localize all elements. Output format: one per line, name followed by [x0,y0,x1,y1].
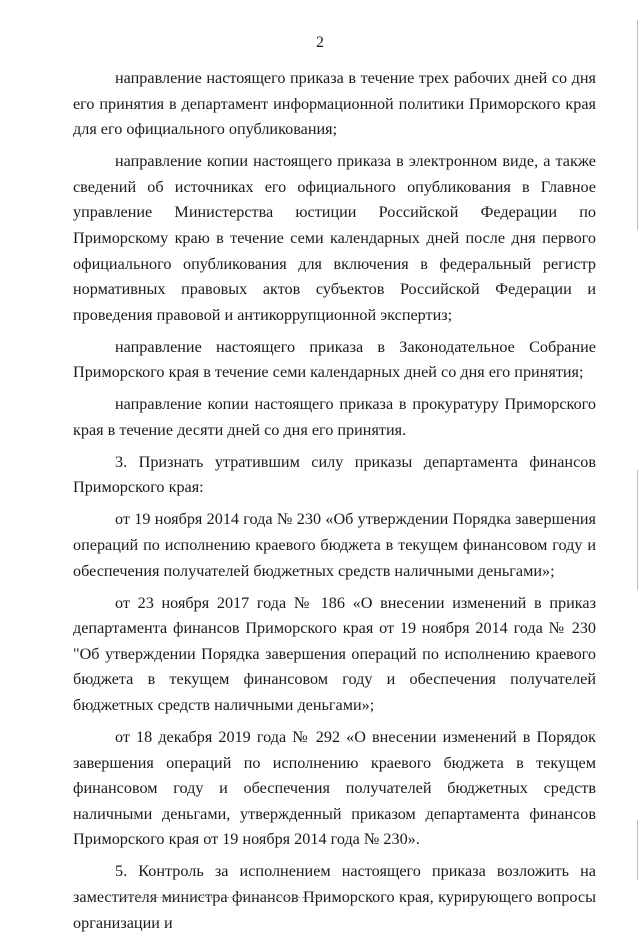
paragraph-publication-direction: направление настоящего приказа в течение трех рабочих дней со дня его принятия в департамент информационной политики Приморского края для его официального опубликования; [73,69,596,139]
paragraph-legislative-assembly: направление настоящего приказа в Законодательное Собрание Приморского края в течение семи календарных дней со дня его принятия; [73,337,596,382]
paragraph-item-5: 5. Контроль за исполнением настоящего приказа возложить на заместителя министра финансов Приморского края, курирующего вопросы организации и [73,862,596,932]
paragraph-order-292: от 18 декабря 2019 года № 292 «О внесении изменений в Порядок завершения операций по исполнению краевого бюджета в текущем финансовом году и обеспечения получателей бюджетных средств наличными деньгами, утвержденный приказом департамента финансов Приморского края от 19 ноября 2014 года № 230». [73,727,596,849]
paragraph-order-186: от 23 ноября 2017 года № 186 «О внесении изменений в приказ департамента финансов Приморского края от 19 ноября 2014 года № 230 "Об утверждении Порядка завершения операций по исполнению краевого бюджета в текущем финансовом году и обеспечения получателей бюджетных средств наличными деньгами»; [73,593,596,714]
paragraph-prosecutor-office: направление копии настоящего приказа в прокуратуру Приморского края в течение десяти дней со дня его принятия. [73,395,596,439]
paragraph-order-230: от 19 ноября 2014 года № 230 «Об утверждении Порядка завершения операций по исполнению краевого бюджета в текущем финансовом году и обеспечения получателей бюджетных средств наличными деньгами»; [73,510,596,580]
page-number: 2 [316,34,324,51]
scan-edge-line [637,820,638,880]
document-body [73,66,596,943]
paragraph-item-3: 3. Признать утратившим силу приказы департамента финансов Приморского края: [73,452,596,497]
scan-edge-line [637,470,638,590]
paragraph-ministry-of-justice: направление копии настоящего приказа в электронном виде, а также сведений об источниках его официального опубликования в Главное управление Министерства юстиции Российской Федерации по Приморскому краю в течение семи календарных дней после дня первого официального опубликования для включения в федеральный регистр нормативных правовых актов субъектов Российской Федерации и проведения правовой и антикоррупционной экспертиз; [73,152,596,324]
scan-edge-line [637,20,638,230]
scan-bottom-marks [120,897,320,899]
